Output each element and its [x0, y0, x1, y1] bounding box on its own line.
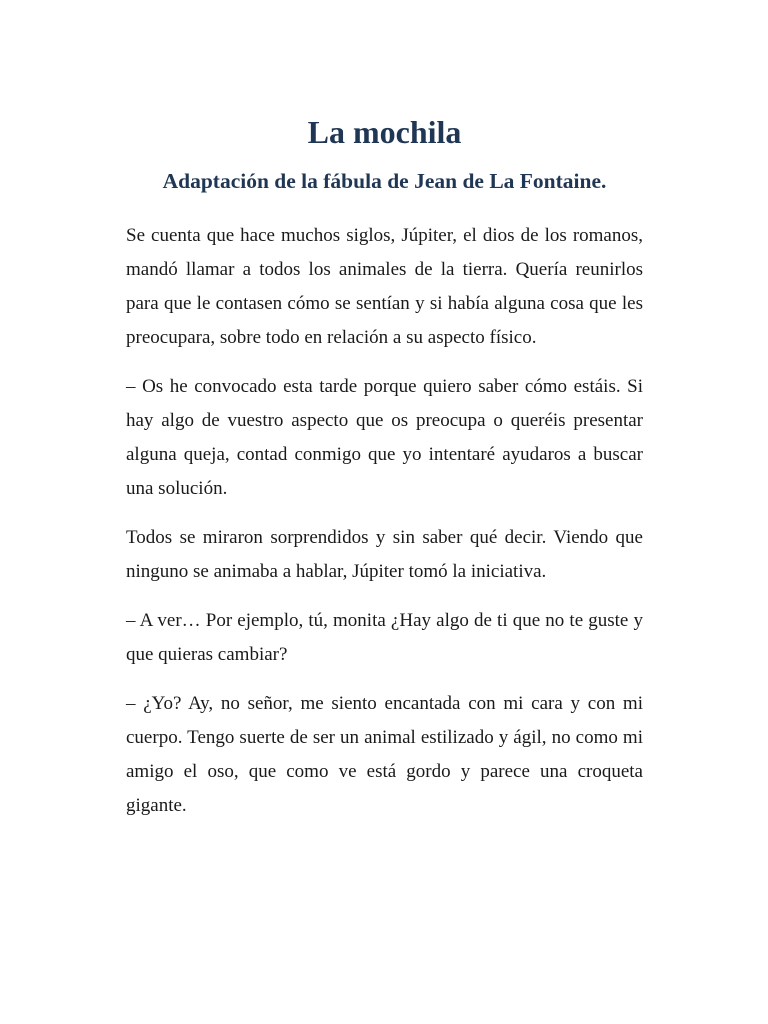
paragraph: – Os he convocado esta tarde porque quiero saber cómo estáis. Si hay algo de vuestro aspecto que os preocupa o queréis presentar alguna queja, contad conmigo que yo intentaré ayudaros a buscar una solución. — [126, 376, 643, 499]
paragraph: – A ver… Por ejemplo, tú, monita ¿Hay algo de ti que no te guste y que quieras cambiar? — [126, 610, 643, 665]
document-title: La mochila — [307, 114, 462, 150]
document-subtitle: Adaptación de la fábula de Jean de La Fontaine. — [162, 169, 607, 193]
paragraph: – ¿Yo? Ay, no señor, me siento encantada con mi cara y con mi cuerpo. Tengo suerte de ser un animal estilizado y ágil, no como mi amigo el oso, que como ve está gordo y parece una croqueta gigante. — [126, 693, 643, 816]
paragraph: Todos se miraron sorprendidos y sin saber qué decir. Viendo que ninguno se animaba a hablar, Júpiter tomó la iniciativa. — [126, 527, 643, 582]
paragraph: Se cuenta que hace muchos siglos, Júpiter, el dios de los romanos, mandó llamar a todos los animales de la tierra. Quería reunirlos para que le contasen cómo se sentían y si había alguna cosa que les preocupara, sobre todo en relación a su aspecto físico. — [126, 225, 643, 348]
document-page — [126, 110, 643, 823]
